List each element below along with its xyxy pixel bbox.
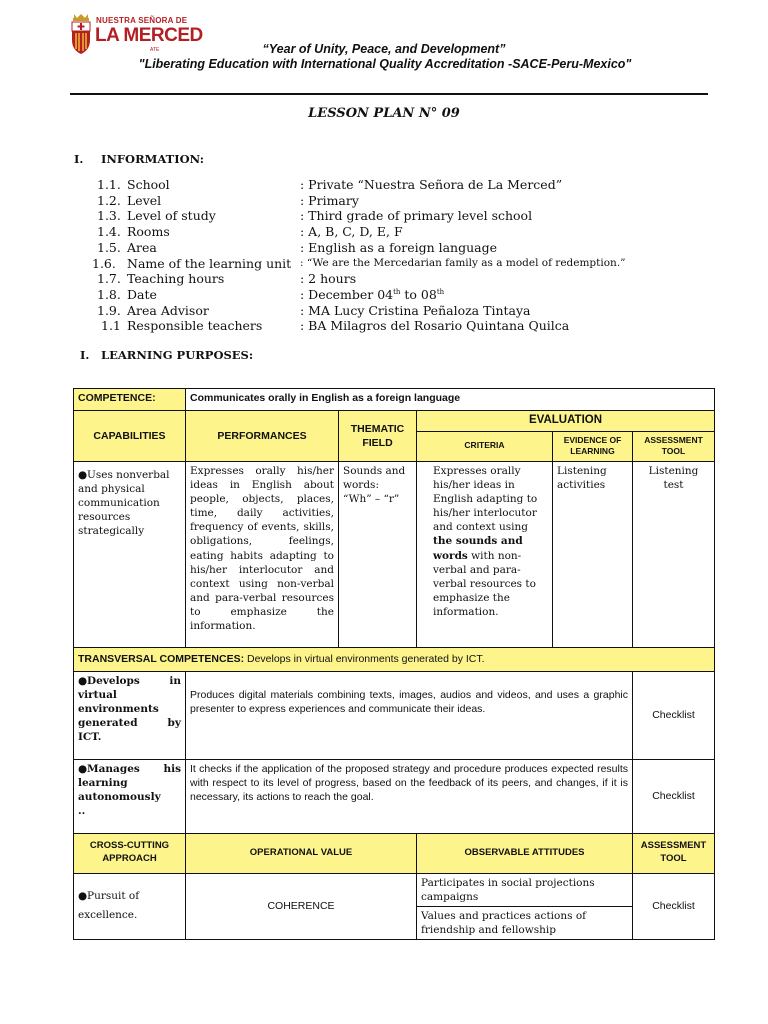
header-assessment-tool: ASSESSMENT TOOL: [633, 431, 715, 461]
logo-text-big: LA MERCED: [95, 25, 203, 46]
crosscutting-tool: Checklist: [633, 873, 715, 940]
bullet-icon: ●: [78, 762, 88, 775]
tool-cell: Listening test: [633, 461, 715, 647]
transversal-tool: Checklist: [633, 759, 715, 833]
competence-value: Communicates orally in English as a foreign language: [186, 389, 715, 411]
page-title: LESSON PLAN N° 09: [308, 106, 460, 121]
transversal-description: It checks if the application of the proposed strategy and procedure produces expected results with respect to its level of progress, based on the feedback of its peers, and changes, if it is necessary, its actions to reach the goal.: [186, 759, 633, 833]
observable-attitude: Values and practices actions of friendship and fellowship: [417, 906, 633, 939]
info-number: 1.7.: [97, 271, 121, 287]
transversal-row-1: [74, 671, 715, 759]
info-label: Name of the learning unit: [127, 255, 292, 271]
observable-attitude: Participates in social projections campaigns: [417, 873, 633, 906]
header-divider: [70, 93, 708, 95]
header-performances: PERFORMANCES: [186, 411, 339, 462]
info-value: : A, B, C, D, E, F: [300, 224, 403, 240]
transversal-description: Produces digital materials combining texts, images, audios and videos, and uses a graphic presenter to express experiences and communicate their ideas.: [186, 671, 633, 759]
capability-row: [74, 461, 715, 647]
criteria-cell: Expresses orally his/her ideas in English adapting to his/her interlocutor and context using the sounds and words with non-verbal and para-verbal resources to emphasize the information.: [417, 461, 553, 647]
operational-value: COHERENCE: [186, 873, 417, 940]
info-label: Rooms: [127, 224, 170, 240]
logo-text-small: NUESTRA SEÑORA DE: [96, 16, 188, 25]
info-number: 1.3.: [97, 208, 121, 224]
info-label: Level: [127, 192, 162, 208]
crosscutting-row-1: [74, 873, 715, 906]
info-label: Level of study: [127, 208, 216, 224]
header-evidence: EVIDENCE OF LEARNING: [553, 431, 633, 461]
info-value: : Third grade of primary level school: [300, 208, 533, 224]
transversal-capability: ●Develops in virtual environments generated by ICT.: [74, 671, 186, 759]
info-value: : Primary: [300, 192, 359, 208]
header-operational-value: OPERATIONAL VALUE: [186, 833, 417, 873]
info-number: 1.2.: [97, 192, 121, 208]
transversal-row: [74, 647, 715, 671]
info-number: 1.5.: [97, 239, 121, 255]
logo-text-sub: ATE: [150, 47, 160, 53]
info-number: 1.8.: [97, 286, 121, 302]
info-number: 1.4.: [97, 224, 121, 240]
info-number: 1.9.: [97, 302, 121, 318]
header-observable-attitudes: OBSERVABLE ATTITUDES: [417, 833, 633, 873]
transversal-row-2: [74, 759, 715, 833]
section-title-learning-purposes: LEARNING PURPOSES:: [101, 348, 254, 362]
crosscutting-header-row: [74, 833, 715, 873]
transversal-tool: Checklist: [633, 671, 715, 759]
crosscutting-value: ●Pursuit of excellence.: [74, 873, 186, 940]
info-number: 1.6.: [92, 255, 116, 271]
info-row-responsible-teachers: [97, 318, 697, 336]
evidence-cell: Listening activities: [553, 461, 633, 647]
capability-cell: ●Uses nonverbal and physical communication resources strategically: [74, 461, 186, 647]
section-number: I.: [74, 152, 84, 166]
info-label: Teaching hours: [127, 271, 225, 287]
info-label: School: [127, 177, 170, 192]
bullet-icon: ●: [78, 468, 88, 481]
info-label: Responsible teachers: [127, 318, 263, 334]
transversal-capability: ●Manages his learning autonomously ..: [74, 759, 186, 833]
header-assessment-tool: ASSESSMENT TOOL: [633, 833, 715, 873]
education-motto: "Liberating Education with International Quality Accreditation -SACE-Peru-Mexico": [138, 57, 632, 71]
year-motto: “Year of Unity, Peace, and Development”: [262, 42, 506, 56]
transversal-competences: TRANSVERSAL COMPETENCES: Develops in virtual environments generated by ICT.: [74, 647, 715, 671]
info-label: Date: [127, 286, 157, 302]
section-title-information: INFORMATION:: [101, 152, 204, 166]
info-value: : “We are the Mercedarian family as a model of redemption.”: [300, 256, 626, 269]
header-criteria: CRITERIA: [417, 431, 553, 461]
info-value: : BA Milagros del Rosario Quintana Quilca: [300, 318, 570, 334]
section-number: I.: [80, 348, 90, 362]
competence-row: [74, 389, 715, 411]
info-value: : Private “Nuestra Señora de La Merced”: [300, 177, 563, 192]
info-label: Area: [127, 239, 157, 255]
info-value: : MA Lucy Cristina Peñaloza Tintaya: [300, 302, 531, 318]
header-thematic-field: THEMATIC FIELD: [339, 411, 417, 462]
header-capabilities: CAPABILITIES: [74, 411, 186, 462]
info-label: Area Advisor: [127, 302, 209, 318]
info-number: 1.1: [101, 318, 121, 334]
info-value: : English as a foreign language: [300, 239, 498, 255]
competence-label: COMPETENCE:: [74, 389, 186, 411]
header-evaluation: EVALUATION: [417, 411, 715, 432]
header-row: [74, 411, 715, 432]
info-value: : December 04th to 08th: [300, 286, 445, 302]
bullet-icon: ●: [78, 890, 88, 903]
thematic-cell: Sounds and words: “Wh” – “r”: [339, 461, 417, 647]
info-value: : 2 hours: [300, 271, 357, 287]
learning-purposes-table: [73, 388, 715, 940]
performance-cell: Expresses orally his/her ideas in English about people, objects, places, time, daily activities, frequency of events, skills, obligations, feelings, eating habits adapting to his/her interlocutor and context using non-verbal and para-verbal resources to emphasize the information.: [186, 461, 339, 647]
info-number: 1.1.: [97, 177, 121, 192]
bullet-icon: ●: [78, 674, 88, 687]
header-crosscutting-approach: CROSS-CUTTING APPROACH: [74, 833, 186, 873]
